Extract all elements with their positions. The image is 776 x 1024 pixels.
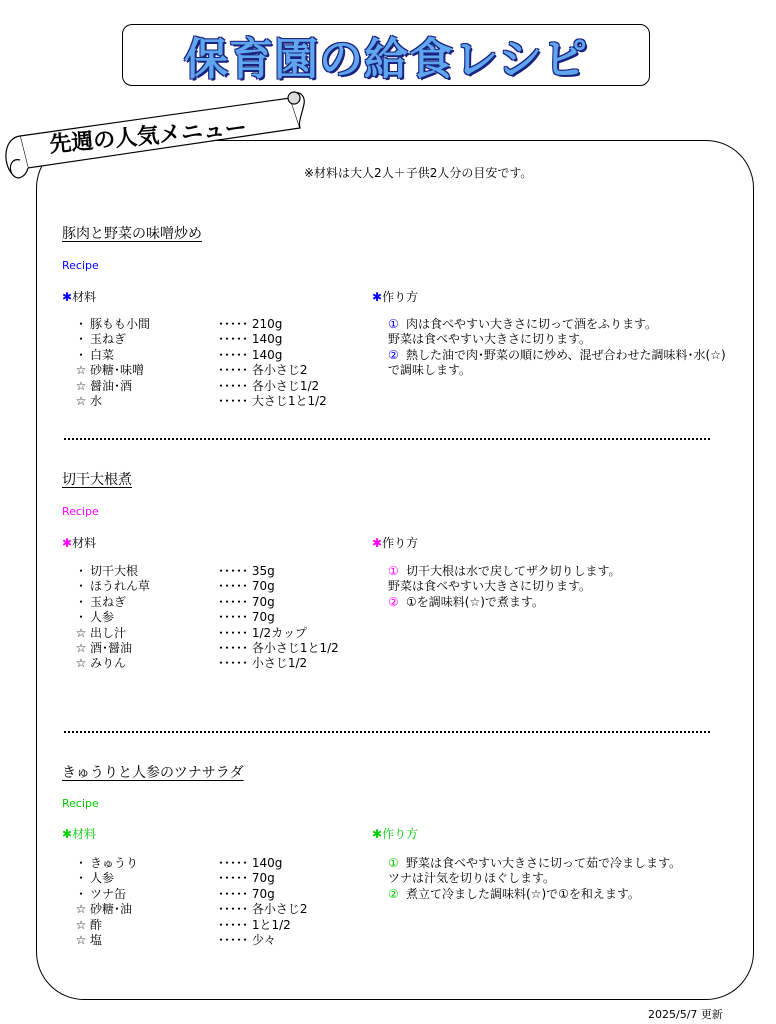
list-item: ☆ 砂糖･油 — [75, 902, 133, 917]
recipe-tag: Recipe — [62, 797, 99, 810]
steps-heading: ✱作り方 — [372, 290, 419, 304]
list-item: ・ 切干大根 — [74, 564, 139, 578]
step-line: で調味します。 — [388, 363, 472, 378]
quantity: ･････ 70g — [218, 579, 275, 594]
dotted-divider — [64, 731, 710, 733]
quantity: ･････ 各小さじ1と1/2 — [218, 641, 339, 656]
step-line: ② ①を調味料(☆)で煮ます。 — [388, 594, 544, 609]
ingredients-heading: ✱材料 — [62, 290, 97, 304]
asterisk-icon: ✱ — [62, 536, 73, 550]
step-line: ① 野菜は食べやすい大きさに切って茹で冷まします。 — [388, 856, 682, 870]
dotted-divider — [64, 438, 710, 440]
quantity: ･････ 1/2カップ — [218, 625, 308, 640]
quantity: ･････ 少々 — [218, 933, 276, 948]
page-title: 保育園の給食レシピ — [184, 34, 588, 85]
quantity-list — [218, 564, 339, 672]
list-item: ・ 豚もも小間 — [74, 317, 151, 331]
list-item: ・ ツナ缶 — [74, 886, 127, 901]
quantity: ･････ 小さじ1/2 — [218, 656, 308, 671]
asterisk-icon: ✱ — [62, 827, 73, 841]
quantity: ･････ 140g — [218, 332, 283, 347]
recipe-tag: Recipe — [62, 259, 99, 272]
quantity: ･････ 1と1/2 — [218, 917, 291, 932]
quantity-list — [218, 856, 307, 948]
step-list — [388, 317, 726, 379]
step-list — [388, 856, 681, 902]
list-item: ・ きゅうり — [74, 856, 139, 870]
step-line: ① 肉は食べやすい大きさに切って酒をふります。 — [388, 317, 658, 331]
quantity: ･････ 140g — [218, 347, 283, 362]
list-item: ☆ 塩 — [75, 933, 103, 948]
ingredient-note: ※材料は大人2人＋子供2人分の目安です。 — [304, 166, 533, 180]
recipe-title: 切干大根煮 — [62, 472, 132, 488]
list-item: ・ ほうれん草 — [74, 579, 151, 594]
list-item: ・ 白菜 — [74, 347, 115, 362]
quantity: ･････ 70g — [218, 610, 275, 625]
step-line: ② 熱した油で肉･野菜の順に炒め、混ぜ合わせた調味料･水(☆) — [388, 347, 726, 362]
step-line: ① 切干大根は水で戻してザク切りします。 — [388, 564, 621, 578]
quantity: ･････ 35g — [218, 564, 275, 578]
quantity: ･････ 210g — [218, 317, 283, 331]
ingredient-list — [72, 856, 138, 948]
list-item: ☆ 醤油･酒 — [75, 378, 133, 393]
list-item: ☆ みりん — [75, 656, 127, 671]
step-line: ② 煮立て冷ました調味料(☆)で①を和えます。 — [388, 886, 640, 901]
ingredients-heading: ✱材料 — [62, 536, 97, 550]
quantity-list — [218, 317, 327, 409]
updated-date: 2025/5/7 更新 — [648, 1008, 723, 1021]
step-list — [388, 564, 621, 610]
quantity: ･････ 大さじ1と1/2 — [218, 394, 327, 409]
quantity: ･････ 70g — [218, 594, 275, 609]
asterisk-icon: ✱ — [372, 827, 383, 841]
quantity: ･････ 140g — [218, 856, 283, 870]
ingredients-heading: ✱材料 — [62, 827, 97, 841]
recipe-title: 豚肉と野菜の味噌炒め — [62, 226, 202, 242]
list-item: ☆ 砂糖･味噌 — [75, 363, 145, 378]
step-line: 野菜は食べやすい大きさに切ります。 — [388, 579, 592, 594]
asterisk-icon: ✱ — [372, 290, 383, 304]
list-item: ・ 玉ねぎ — [74, 594, 127, 609]
steps-heading: ✱作り方 — [372, 827, 419, 841]
step-line: ツナは汁気を切りほぐします。 — [388, 871, 556, 886]
quantity: ･････ 各小さじ1/2 — [218, 378, 320, 393]
list-item: ・ 人参 — [74, 610, 115, 625]
list-item: ☆ 酢 — [75, 917, 103, 932]
ingredient-list — [72, 317, 150, 409]
list-item: ・ 玉ねぎ — [74, 332, 127, 347]
steps-heading: ✱作り方 — [372, 536, 419, 550]
banner-title: 先週の人気メニュー — [48, 115, 248, 158]
quantity: ･････ 70g — [218, 886, 275, 901]
quantity: ･････ 70g — [218, 871, 275, 886]
recipe-title: きゅうりと人参のツナサラダ — [62, 765, 244, 781]
quantity: ･････ 各小さじ2 — [218, 902, 308, 917]
list-item: ☆ 出し汁 — [75, 625, 127, 640]
recipe-tag: Recipe — [62, 505, 99, 518]
quantity: ･････ 各小さじ2 — [218, 363, 308, 378]
asterisk-icon: ✱ — [62, 290, 73, 304]
list-item: ・ 人参 — [74, 871, 115, 886]
asterisk-icon: ✱ — [372, 536, 383, 550]
ingredient-list — [72, 564, 150, 672]
list-item: ☆ 水 — [75, 394, 103, 409]
page-title-box — [122, 24, 650, 86]
step-line: 野菜は食べやすい大きさに切ります。 — [388, 332, 592, 347]
list-item: ☆ 酒･醤油 — [75, 641, 133, 656]
